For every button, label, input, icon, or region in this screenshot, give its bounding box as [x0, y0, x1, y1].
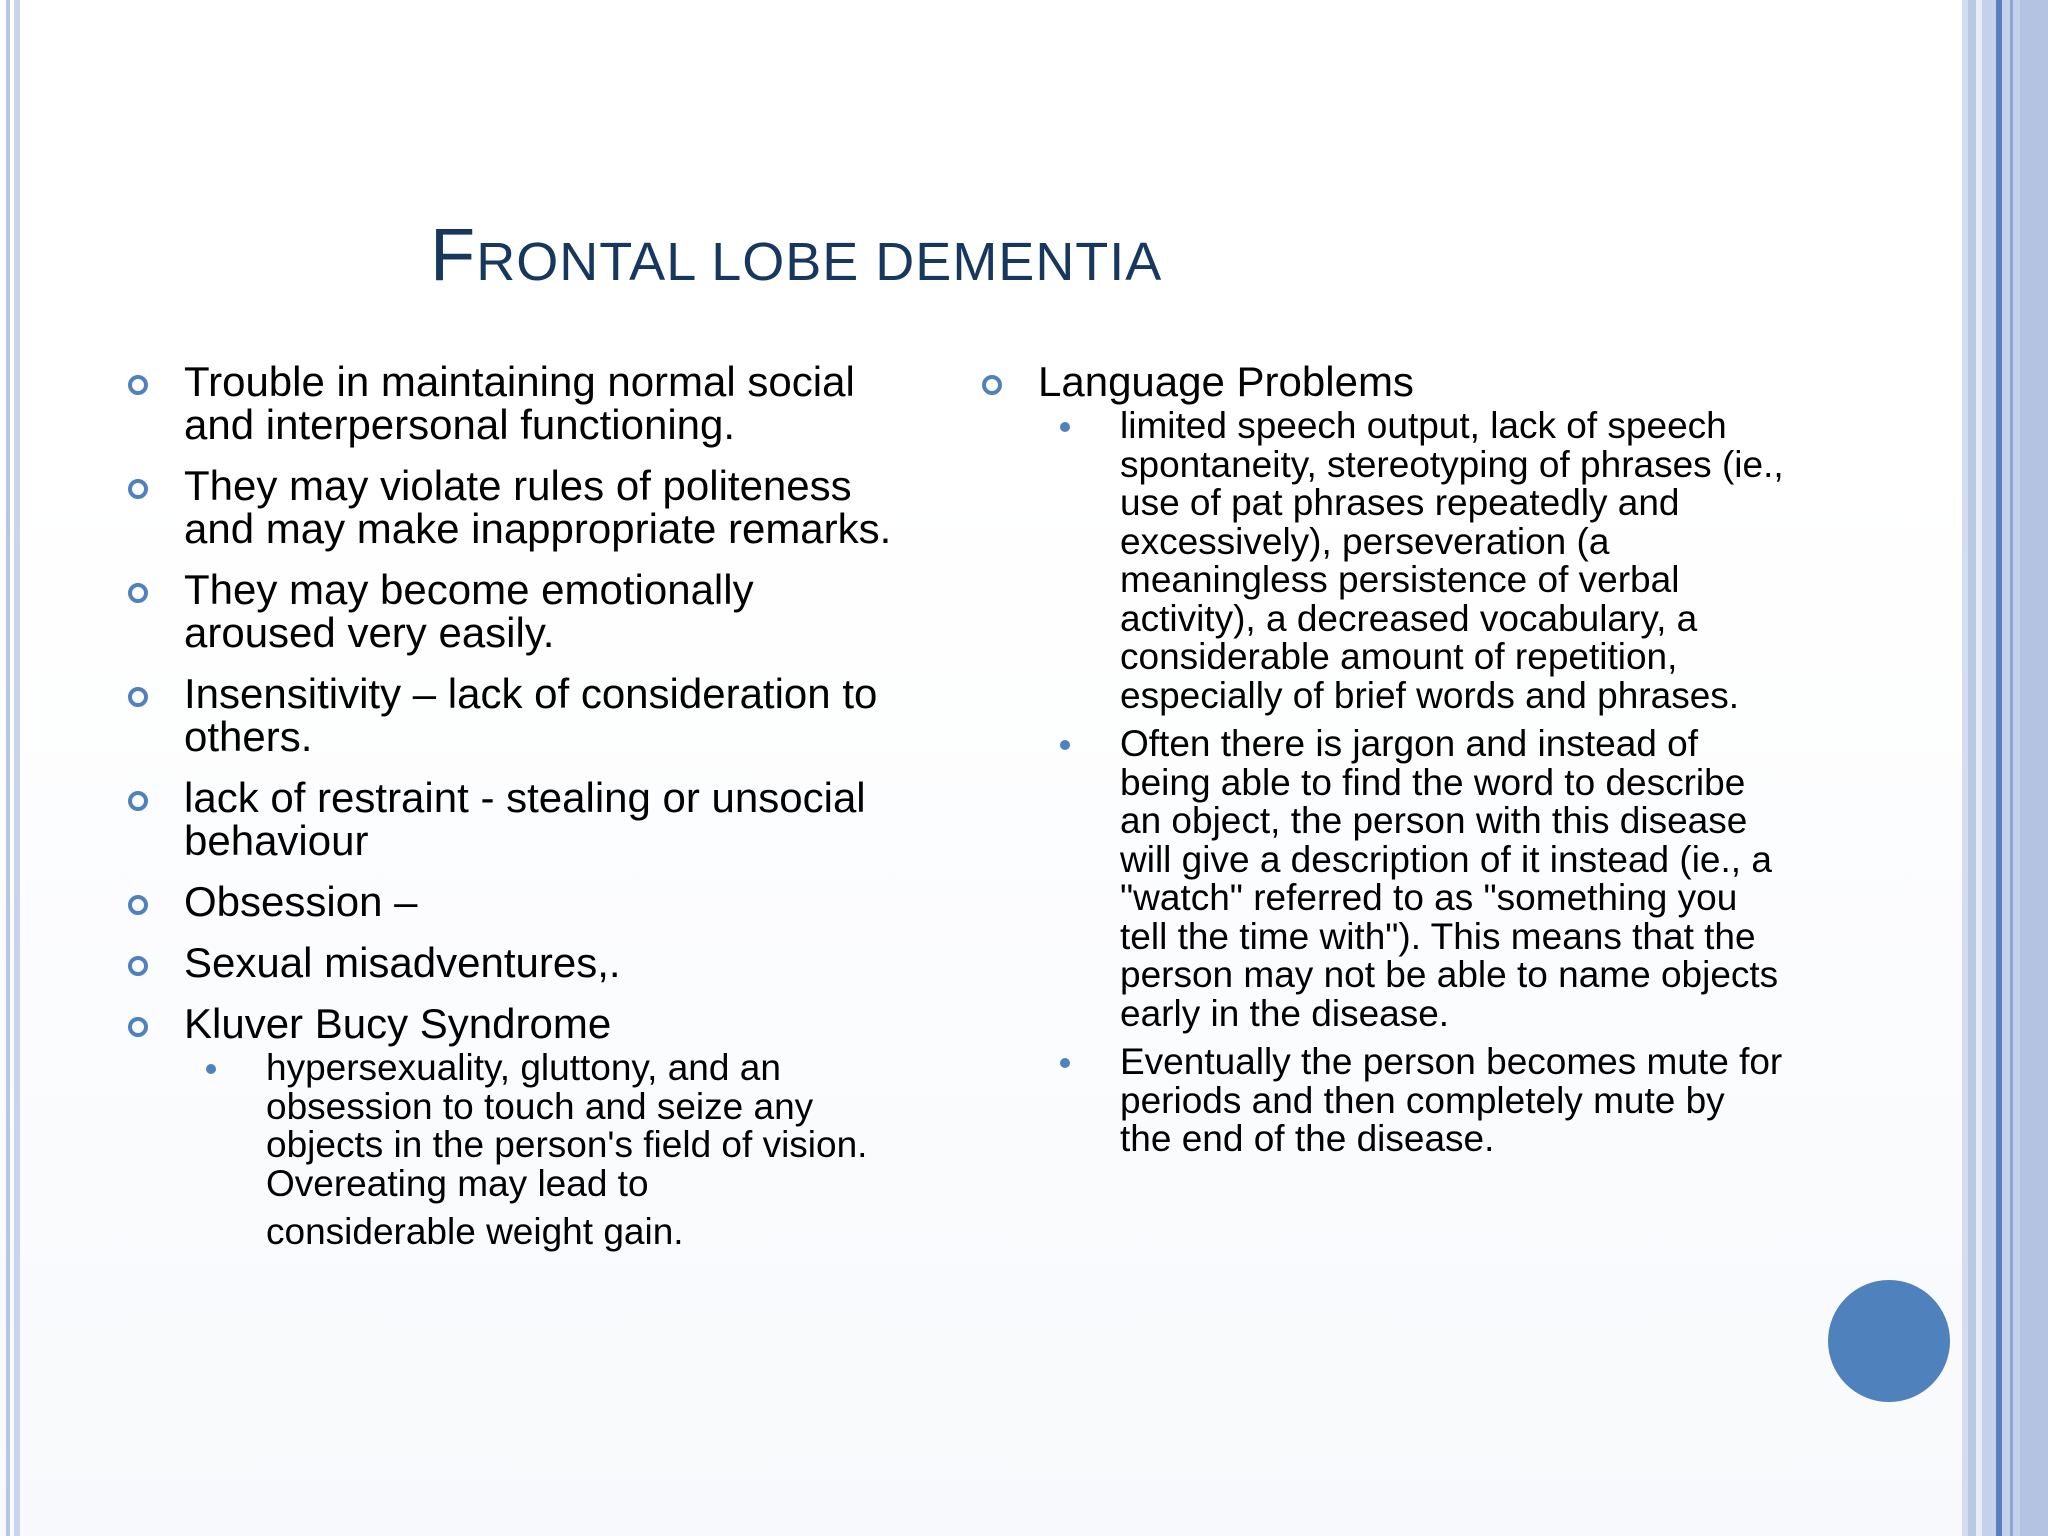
- ring-bullet-icon: [128, 375, 148, 395]
- slide-title: [430, 210, 1630, 307]
- left-column: [122, 360, 902, 1270]
- ring-bullet-icon: [128, 956, 148, 976]
- list-item: [122, 880, 902, 923]
- right-column: [976, 360, 1786, 1177]
- bullet-text: Language Problems: [1038, 358, 1414, 405]
- left-edge-stripe: [6, 0, 10, 1536]
- ring-bullet-icon: [128, 479, 148, 499]
- bullet-text: Obsession –: [184, 878, 418, 925]
- language-sub-list: [1038, 407, 1786, 1159]
- ring-bullet-icon: [128, 583, 148, 603]
- title-rest: RONTAL LOBE DEMENTIA: [476, 232, 1163, 292]
- right-edge-band: [2010, 0, 2013, 1536]
- sub-bullet-text: Eventually the person becomes mute for periods and then completely mute by the end of the disease.: [1120, 1041, 1783, 1159]
- bullet-text: Trouble in maintaining normal social and interpersonal functioning.: [184, 358, 855, 448]
- left-bullet-list: [122, 360, 902, 1252]
- right-edge-band: [2020, 0, 2048, 1536]
- list-item: [122, 776, 902, 862]
- ring-bullet-icon: [128, 791, 148, 811]
- ring-bullet-icon: [128, 1017, 148, 1037]
- decorative-circle: [1828, 1280, 1950, 1402]
- sub-list-item: [184, 1049, 902, 1252]
- list-item: [122, 941, 902, 984]
- bullet-text: They may become emotionally aroused very easily.: [184, 566, 754, 656]
- sub-bullet-text: Often there is jargon and instead of being able to find the word to describe an object, the person with this disease will give a description of it instead (ie., a "watch" referred to as "something you tell the time with"). This means that the person may not be able to name objects early in the disease.: [1120, 723, 1779, 1034]
- ring-bullet-icon: [128, 687, 148, 707]
- list-item: [122, 360, 902, 446]
- dot-bullet-icon: [1060, 740, 1070, 750]
- bullet-text: Kluver Bucy Syndrome: [184, 1000, 612, 1047]
- sub-list-item: [1038, 1043, 1786, 1159]
- list-item: [122, 568, 902, 654]
- dot-bullet-icon: [1060, 1058, 1070, 1068]
- list-item: [122, 672, 902, 758]
- bullet-text: lack of restraint - stealing or unsocial behaviour: [184, 774, 866, 864]
- right-edge-band: [1996, 0, 2002, 1536]
- ring-bullet-icon: [128, 895, 148, 915]
- right-edge-band: [1968, 0, 1976, 1536]
- dot-bullet-icon: [206, 1064, 216, 1074]
- list-item: [122, 1002, 902, 1252]
- dot-bullet-icon: [1060, 422, 1070, 432]
- sub-list-item: [1038, 407, 1786, 715]
- left-edge-stripe-inner: [14, 0, 20, 1536]
- sub-bullet-last-line: considerable weight gain.: [266, 1211, 684, 1252]
- list-item: [122, 464, 902, 550]
- bullet-text: Sexual misadventures,.: [184, 939, 621, 986]
- sub-bullet-text: hypersexuality, gluttony, and an obsession to touch and seize any objects in the person's field of vision. Overeating may lead to: [266, 1047, 868, 1204]
- sub-list-item: [1038, 725, 1786, 1033]
- title-initial: F: [430, 213, 477, 296]
- right-bullet-list: [976, 360, 1786, 1159]
- ring-bullet-icon: [982, 375, 1002, 395]
- bullet-text: They may violate rules of politeness and may make inappropriate remarks.: [184, 462, 892, 552]
- sub-bullet-text: limited speech output, lack of speech spontaneity, stereotyping of phrases (ie., use of pat phrases repeatedly and excessively), perseveration (a meaningless persistence of verbal activity), a decreased vocabulary, a considerable amount of repetition, especially of brief words and phrases.: [1120, 405, 1784, 716]
- list-item: [976, 360, 1786, 1159]
- bullet-text: Insensitivity – lack of consideration to others.: [184, 670, 878, 760]
- kluver-sub-list: [184, 1049, 902, 1252]
